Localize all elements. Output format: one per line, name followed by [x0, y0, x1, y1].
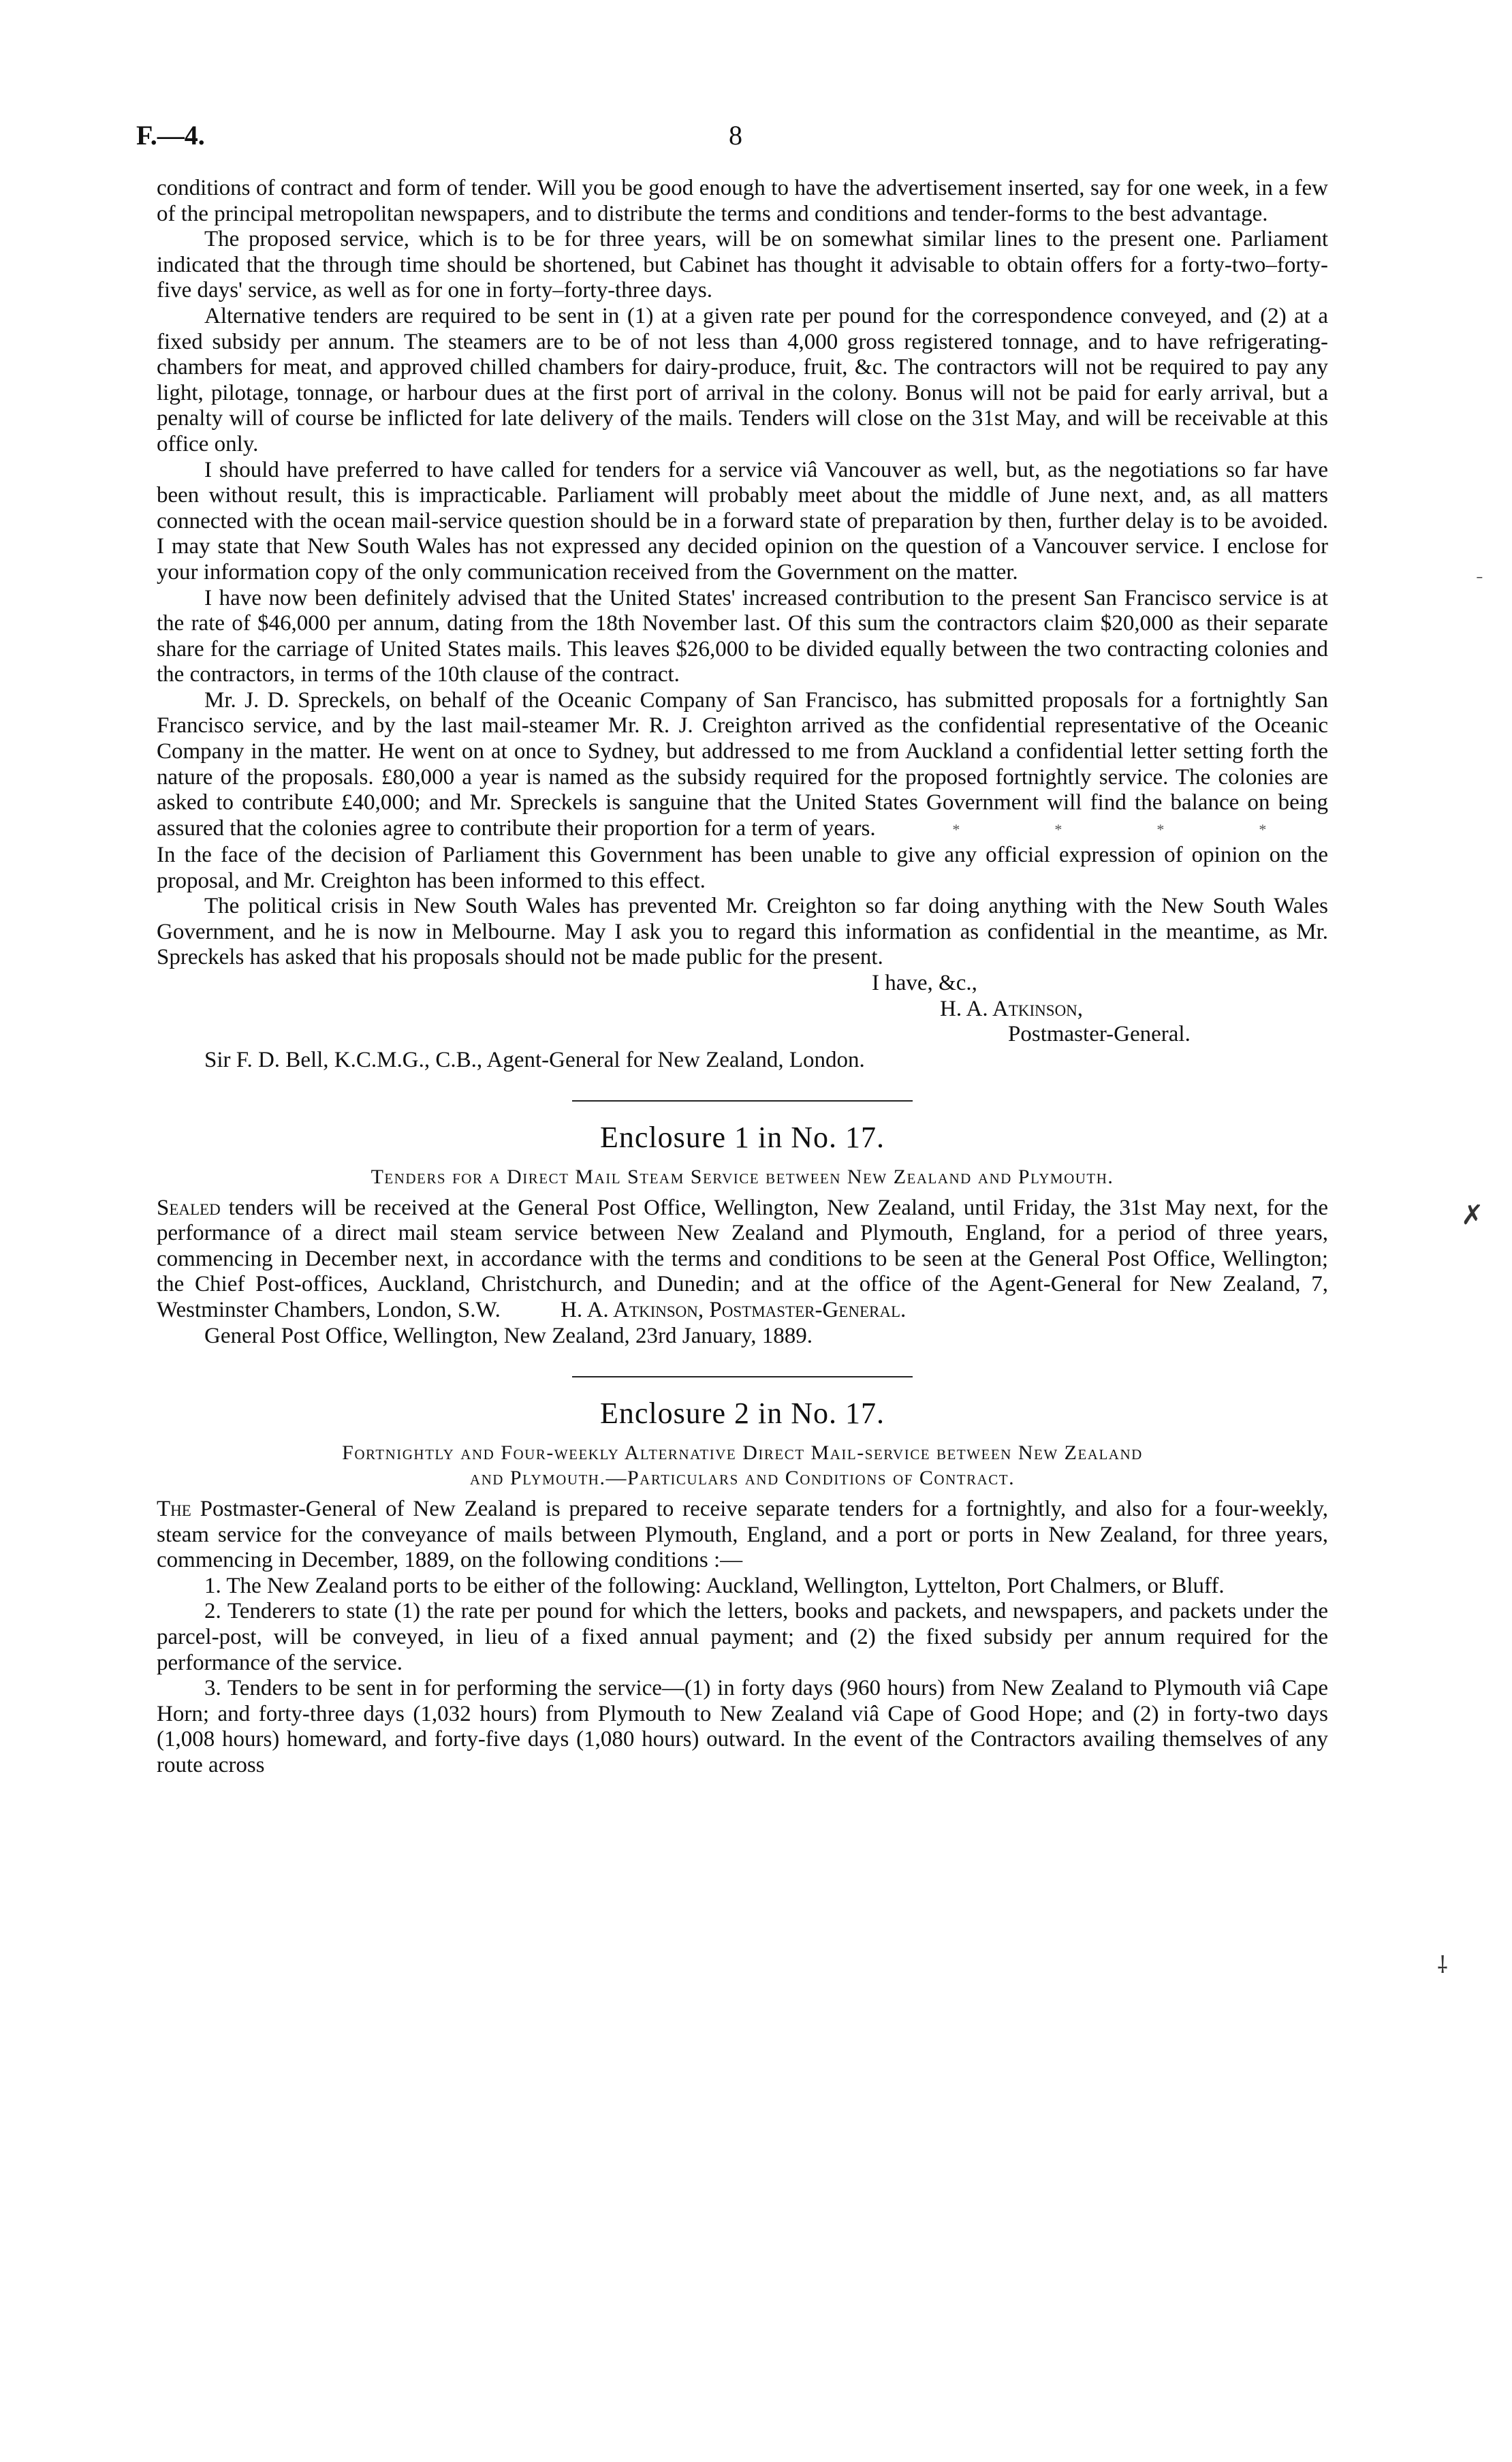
- letter-closing: I have, &c.,: [872, 971, 977, 996]
- spreckels-text: Mr. J. D. Spreckels, on behalf of the Oceanic Company of San Francisco, has submitted proposals for a fortnightly San Francisco service, and by the last mail-steamer Mr. R. J. Creighton arrived as the confidential representative of the Oceanic Company in the matter. He went on at once to Sydney, but addressed to me from Auckland a confidential letter setting forth the nature of the proposals. £80,000 a year is named as the subsidy required for the proposed fortnightly service. The colonies are asked to contribute £40,000; and Mr. Spreckels is sanguine that the United States Government will find the balance on being assured that the colonies agree to contribute their proportion for a term of years.: [157, 687, 1328, 841]
- enclosure1-signature: H. A. Atkinson, Postmaster-General.: [561, 1297, 907, 1322]
- letter-paragraph: I should have preferred to have called for tenders for a service viâ Vancouver as well, but, as the negotiations so far have been without result, this is impracticable. Parliament will probably meet about the middle of June next, and, as all matters connected with the ocean mail-service question should be in a forward state of preparation by then, further delay is to be avoided. I may state that New South Wales has not expressed any decided opinion on the question of a Vancouver service. I enclose for your information copy of the only communication received from the Government on the matter.: [157, 457, 1328, 585]
- omission-star: *: [1156, 821, 1165, 839]
- section-divider: [572, 1376, 913, 1377]
- page-body: [157, 176, 1328, 1778]
- enclosure2-title: Enclosure 2 in No. 17.: [600, 1397, 885, 1431]
- omission-star: *: [1054, 821, 1062, 839]
- enclosure2-intro: [157, 1497, 1328, 1574]
- letter-paragraph: Alternative tenders are required to be sent in (1) at a given rate per pound for the correspondence conveyed, and (2) at a fixed subsidy per annum. The steamers are to be of not less than 4,000 gross registered tonnage, and to have refrigerating-chambers for meat, and approved chilled chambers for dairy-produce, fruit, &c. The contractors will not be required to pay any light, pilotage, tonnage, or harbour dues at the first port of arrival in the colony. Bonus will not be paid for early arrival, but a penalty will of course be inflicted for late delivery of the mails. Tenders will close on the 31st May, and will be receivable at this office only.: [157, 303, 1328, 456]
- condition-item: 2. Tenderers to state (1) the rate per pound for which the letters, books and packets, and newspapers, and packets under the parcel-post, will be conveyed, in lieu of a fixed annual payment; and (2) the fixed subsidy per annum required for the performance of the service.: [157, 1599, 1328, 1675]
- letter-signatory: H. A. Atkinson,: [940, 996, 1084, 1021]
- omission-star: *: [952, 821, 960, 839]
- enclosure2-intro-text: Postmaster-General of New Zealand is prepared to receive separate tenders for a fortnightly, and also for a four-weekly, steam service for the conveyance of mails between Plymouth, England, and a port or ports in New Zealand, for three years, commencing in December, 1889, on the following conditions :—: [157, 1496, 1329, 1573]
- enclosure1-body: [157, 1196, 1328, 1324]
- enclosure1-subtitle: Tenders for a Direct Mail Steam Service between New Zealand and Plymouth.: [371, 1166, 1114, 1188]
- enclosure2-lead-word: The: [157, 1496, 191, 1521]
- letter-paragraph-spreckels: [157, 688, 1328, 843]
- letter-paragraph: The political crisis in New South Wales has prevented Mr. Creighton so far doing anything with the New South Wales Government, and he is now in Melbourne. May I ask you to regard this information as confidential in the meantime, as Mr. Spreckels has asked that his proposals should not be made public for the present.: [157, 894, 1328, 970]
- enclosure2-subtitle-line2: and Plymouth.—Particulars and Conditions of Contract.: [469, 1467, 1015, 1490]
- section-divider: [572, 1100, 913, 1102]
- enclosure1-dateline: General Post Office, Wellington, New Zealand, 23rd January, 1889.: [204, 1323, 813, 1348]
- page-header: [136, 119, 1335, 160]
- letter-paragraph: In the face of the decision of Parliament this Government has been unable to give any official expression of opinion on the proposal, and Mr. Creighton has been informed to this effect.: [157, 843, 1328, 893]
- margin-mark: ⸸: [1437, 1953, 1448, 1978]
- letter-paragraph: The proposed service, which is to be for three years, will be on somewhat similar lines to the present one. Parliament indicated that the through time should be shortened, but Cabinet has thought it advisable to obtain offers for a forty-two–forty-five days' service, as well as for one in forty–forty-three days.: [157, 227, 1328, 303]
- enclosure1-lead-word: Sealed: [157, 1195, 221, 1220]
- condition-item: 3. Tenders to be sent in for performing the service—(1) in forty days (960 hours) from New Zealand to Plymouth viâ Cape Horn; and forty-three days (1,032 hours) from Plymouth to New Zealand viâ Cape of Good Hope; and (2) in forty-two days (1,008 hours) homeward, and forty-five days (1,080 hours) outward. In the event of the Contractors availing themselves of any route across: [157, 1676, 1328, 1777]
- margin-mark: ✗: [1461, 1200, 1484, 1230]
- enclosure2-subtitle-line1: Fortnightly and Four-weekly Alternative Direct Mail-service between New Zealand: [342, 1441, 1143, 1464]
- omission-star: *: [1259, 821, 1267, 839]
- document-reference: F.—4.: [136, 120, 205, 151]
- omission-marks: [881, 816, 1290, 841]
- letter-paragraph: I have now been definitely advised that the United States' increased contribution to the present San Francisco service is at the rate of $46,000 per annum, dating from the 18th November last. Of this sum the contractors claim $20,000 as their separate share for the carriage of United States mails. This leaves $26,000 to be divided equally between the two contracting colonies and the contractors, in terms of the 10th clause of the contract.: [157, 585, 1328, 687]
- condition-item: 1. The New Zealand ports to be either of the following: Auckland, Wellington, Lyttelton, Port Chalmers, or Bluff.: [204, 1573, 1225, 1598]
- enclosure1-text: tenders will be received at the General Post Office, Wellington, New Zealand, until Friday, the 31st May next, for the performance of a direct mail steam service between New Zealand and Plymouth, England, for a period of three years, commencing in December next, in accordance with the terms and conditions to be seen at the General Post Office, Wellington; the Chief Post-offices, Auckland, Christchurch, and Dunedin; and at the office of the Agent-General for New Zealand, 7, Westminster Chambers, London, S.W.: [157, 1195, 1328, 1322]
- letter-signatory-title: Postmaster-General.: [1008, 1022, 1191, 1047]
- enclosure1-title: Enclosure 1 in No. 17.: [600, 1121, 885, 1155]
- page-number: 8: [729, 120, 742, 151]
- letter-paragraph: conditions of contract and form of tender. Will you be good enough to have the advertisement inserted, say for one week, in a few of the principal metropolitan newspapers, and to distribute the terms and conditions and tender-forms to the best advantage.: [157, 176, 1328, 226]
- margin-mark: ˗: [1477, 565, 1483, 585]
- letter-addressee: Sir F. D. Bell, K.C.M.G., C.B., Agent-General for New Zealand, London.: [204, 1047, 865, 1072]
